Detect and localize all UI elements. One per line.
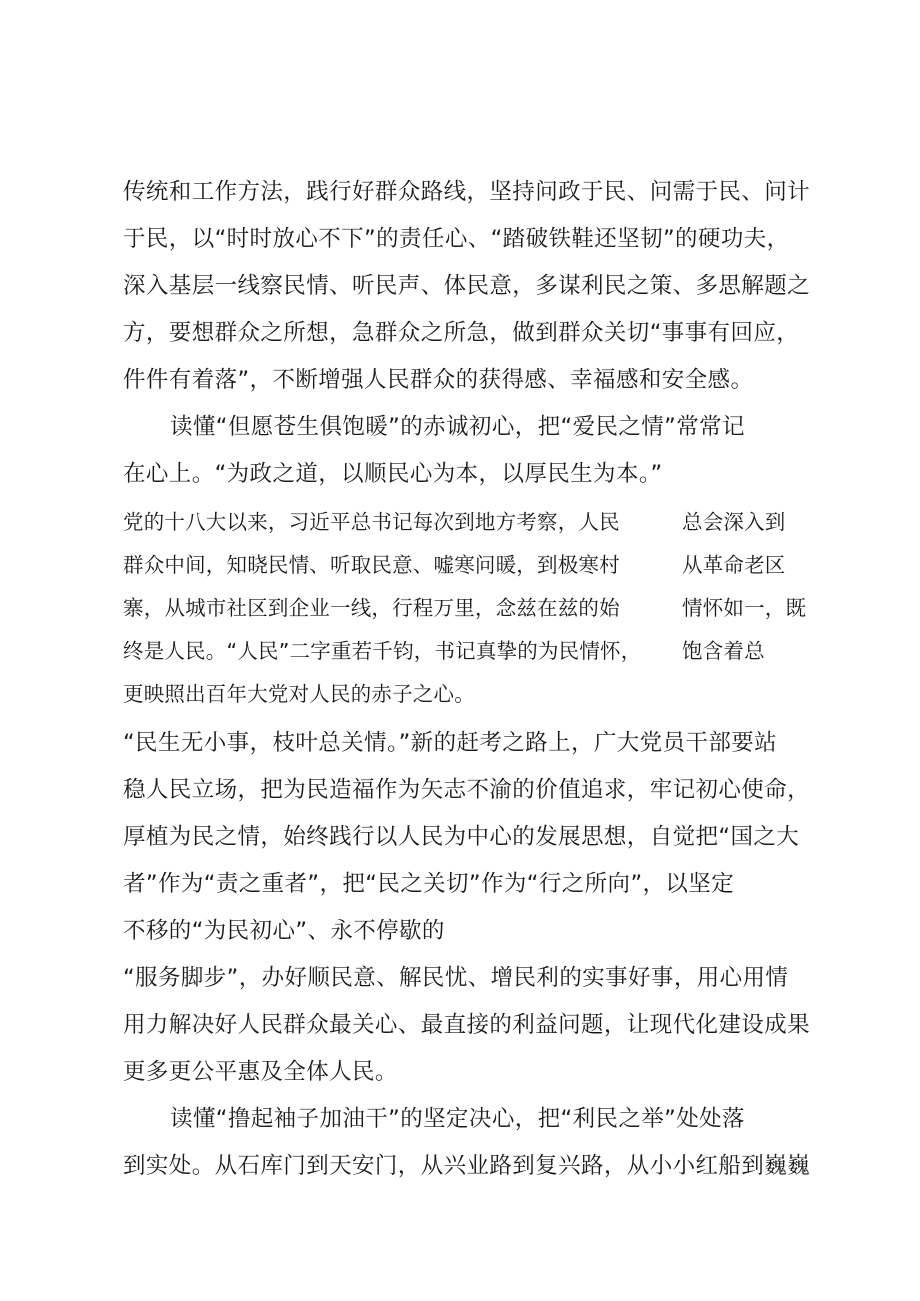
side-column-line: 饱含着总 [682,639,765,663]
text-line: “服务脚步”，办好顺民意、解民忧、增民利的实事好事，用心用情 [123,965,789,991]
text-line: 到实处。从石库门到天安门，从兴业路到复兴路，从小小红船到巍巍 [123,1153,811,1179]
side-column-line: 总会深入到 [682,510,786,534]
text-line: 厚植为民之情，始终践行以人民为中心的发展思想，自觉把“国之大 [123,824,800,850]
text-line: 更多更公平惠及全体人民。 [123,1059,398,1085]
text-line: 用力解决好人民群众最关心、最直接的利益问题，让现代化建设成果 [123,1012,811,1038]
text-line: 件件有着落”，不断增强人民群众的获得感、幸福感和安全感。 [123,367,754,393]
text-line: 寨，从城市社区到企业一线，行程万里，念兹在兹的始 [123,596,620,620]
text-line: 读懂“撸起袖子加油干”的坚定决心，把“利民之举”处处落 [170,1106,745,1132]
text-line: 方，要想群众之所想，急群众之所急，做到群众关切“事事有回应， [123,320,800,346]
text-line: 者”作为“责之重者”，把“民之关切”作为“行之所向”，以坚定 [123,871,735,897]
text-line: 读懂“但愿苍生俱饱暖”的赤诚初心，把“爱民之情”常常记 [170,414,745,440]
text-line: 终是人民。“人民”二字重若千钧，书记真挚的为民情怀， [123,639,642,663]
side-column-line: 情怀如一，既 [682,596,807,620]
text-line: 党的十八大以来，习近平总书记每次到地方考察，人民 [123,510,620,534]
text-line: 于民，以“时时放心不下”的责任心、“踏破铁鞋还坚韧”的硬功夫， [123,226,790,252]
side-column-line: 从革命老区 [682,553,786,577]
text-line: “民生无小事，枝叶总关情。”新的赶考之路上，广大党员干部要站 [123,730,778,756]
text-line: 深入基层一线察民情、听民声、体民意，多谋利民之策、多思解题之 [123,273,811,299]
text-line: 在心上。“为政之道，以顺民心为本，以厚民生为本。” [123,461,663,487]
text-line: 更映照出百年大党对人民的赤子之心。 [123,682,475,706]
text-line: 不移的“为民初心”、永不停歇的 [123,918,445,944]
text-line: 传统和工作方法，践行好群众路线，坚持问政于民、问需于民、问计 [123,179,811,205]
text-line: 群众中间，知晓民情、听取民意、嘘寒问暖，到极寒村 [123,553,620,577]
text-line: 稳人民立场，把为民造福作为矢志不渝的价值追求，牢记初心使命， [123,777,811,803]
